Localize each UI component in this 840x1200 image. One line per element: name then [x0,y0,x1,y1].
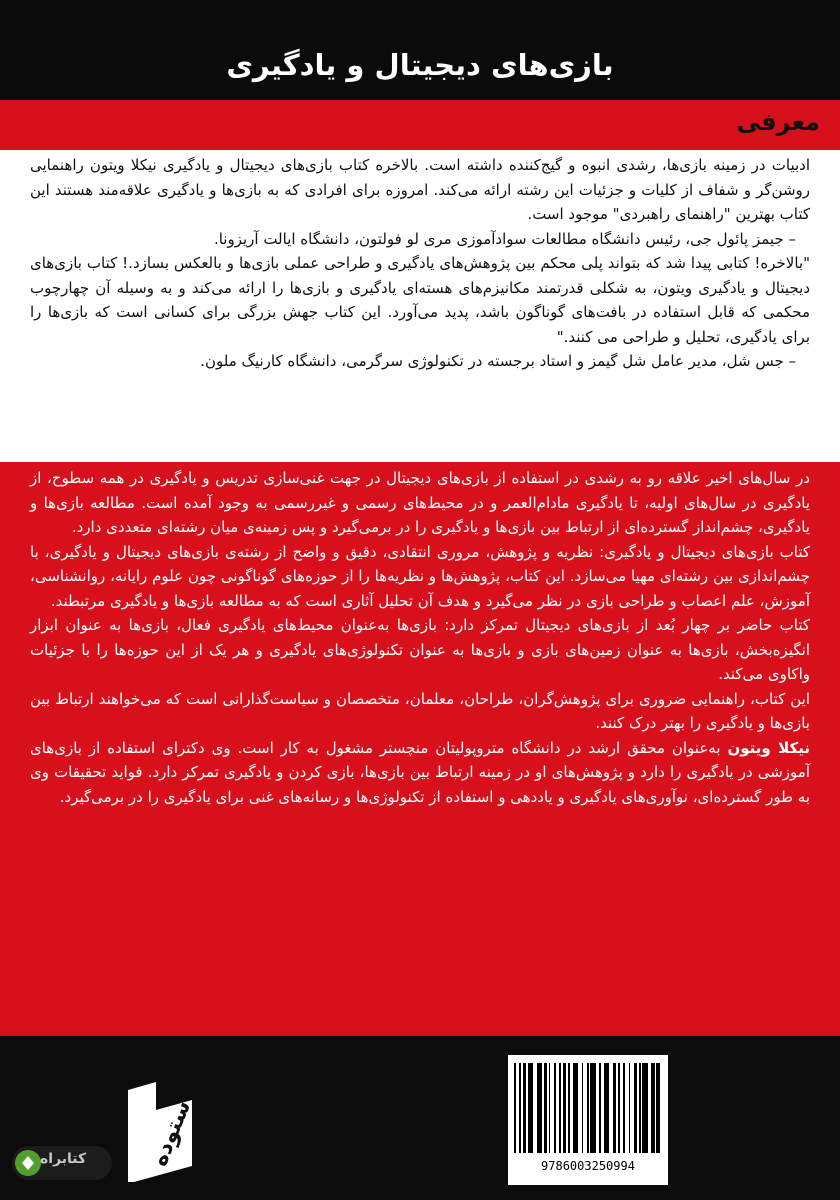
description-paragraph-4: این کتاب، راهنمایی ضروری برای پژوهش‌گران، طراحان، معلمان، متخصصان و سیاست‌گذارانی است که می‌خواهند ارتباط بین بازی‌ها و یادگیری را بهتر درک کنند. [30,689,810,732]
barcode-bar [660,1063,662,1153]
barcode-bars [514,1063,662,1153]
endorsements-text [30,153,810,374]
kitabrah-watermark-text: کتابراه [40,1151,87,1167]
endorsement-quote-2: "بالاخره! کتابی پیدا شد که بتواند پلی محکم بین پژوهش‌های یادگیری و طراحی عملی بازی‌ها و بالعکس بسازد.! کتاب بازی‌های دیجیتال و یادگیری ویتون، به شکلی قدرتمند مکانیزم‌های هسته‌ای یادگیری و بازی‌ها را ارائه می‌کند و به وسیله آن چهارچوب محکمی که قابل استفاده در بافت‌های گوناگون باشد، پدید می‌آورد. این کتاب جهش بزرگی برای کسانی است که بازی‌ها را برای یادگیری، تحلیل و طراحی می کنند." [30,254,810,346]
isbn-barcode [508,1055,668,1185]
section-header-band [0,100,840,150]
section-title: معرفی [736,108,820,136]
description-paragraph-1: در سال‌های اخیر علاقه رو به رشدی در استفاده از بازی‌های دیجیتال در جهت غنی‌سازی تدریس و یادگیری در همه سطوح، از یادگیری در سال‌های اولیه، تا یادگیری مادام‌العمر و در محیط‌های رسمی و غیررسمی به وجود آمده است. مطالعه بازی‌ها و یادگیری، چشم‌انداز گسترده‌ای از ارتباط بین بازی‌ها و یادگیری را در برمی‌گیرد و پس زمینه‌ی میان رشته‌ای متعددی دارد. [30,469,810,536]
endorsement-attribution-2: – جس شل، مدیر عامل شل گیمز و استاد برجسته در تکنولوژی سرگرمی، دانشگاه کارنیگ ملون. [200,352,796,370]
publisher-logo-lettering: ستوده [147,1096,192,1170]
author-name: نیکلا ویتون [727,738,810,757]
endorsement-attribution-1: – جیمز پائول جی، رئیس دانشگاه مطالعات سوادآموزی مری لو فولتون، دانشگاه ایالت آریزونا. [213,229,796,248]
author-bio-text: به‌عنوان محقق ارشد در دانشگاه متروپولیتان منچستر مشغول به کار است. وی دکترای استفاده از بازی‌های آموزشی در یادگیری را دارد و پژوهش‌های او در زمینه ارتباط بین بازی‌ها، بازی کردن و یادگیری تمرکز دارد. فواید تحقیقات وی به طور گسترده‌ای، نوآوری‌های یادگیری و یاددهی و استفاده از تکنولوژی‌ها و رسانه‌های غنی برای یادگیری را در برمی‌گیرد. [30,738,810,806]
book-title: بازی‌های دیجیتال و یادگیری [226,48,614,82]
description-paragraph-3: کتاب حاضر بر چهار بُعد از بازی‌های دیجیتال تمرکز دارد: بازی‌ها به‌عنوان محیط‌های یادگیری فعال، بازی‌ها به عنوان ابزار انگیزه‌بخش، بازی‌ها به عنوان زمین‌های بازی و بازی‌ها به عنوان تکنولوژی‌های یادگیری و هر یک از این حوزه‌ها را با جزئیات واکاوی می‌کند. [30,616,810,683]
description-paragraph-2: کتاب بازی‌های دیجیتال و یادگیری: نظریه و پژوهش، مروری انتقادی، دقیق و واضح از رشته‌ی بازی‌های دیجیتال و یادگیری، با چشم‌اندازی بین رشته‌ای مهیا می‌سازد. این کتاب، پژوهش‌ها و نظریه‌ها را از حوزه‌های گوناگونی چون علوم رایانه، روانشناسی، آموزش، علم اعصاب و طراحی بازی در نظر می‌گیرد و هدف آن تحلیل آثاری است که به مطالعه بازی‌ها و یادگیری مرتبطند. [30,542,810,610]
publisher-logo [98,1082,192,1182]
endorsement-quote-1: ادبیات در زمینه بازی‌ها، رشدی انبوه و گیج‌کننده داشته است. بالاخره کتاب بازی‌های دیجیتال و یادگیری نیکلا ویتون راهنمایی روشن‌گر و شفاف از کلیات و جزئیات این رشته ارائه می‌کند. امروزه برای افرادی که به بازی‌ها و یادگیری علاقه‌مند هستند این کتاب بهترین "راهنمای راهبردی" موجود است. [30,156,810,223]
description-text [30,466,810,809]
author-bio [30,736,810,810]
isbn-number: 9786003250994 [541,1159,635,1173]
